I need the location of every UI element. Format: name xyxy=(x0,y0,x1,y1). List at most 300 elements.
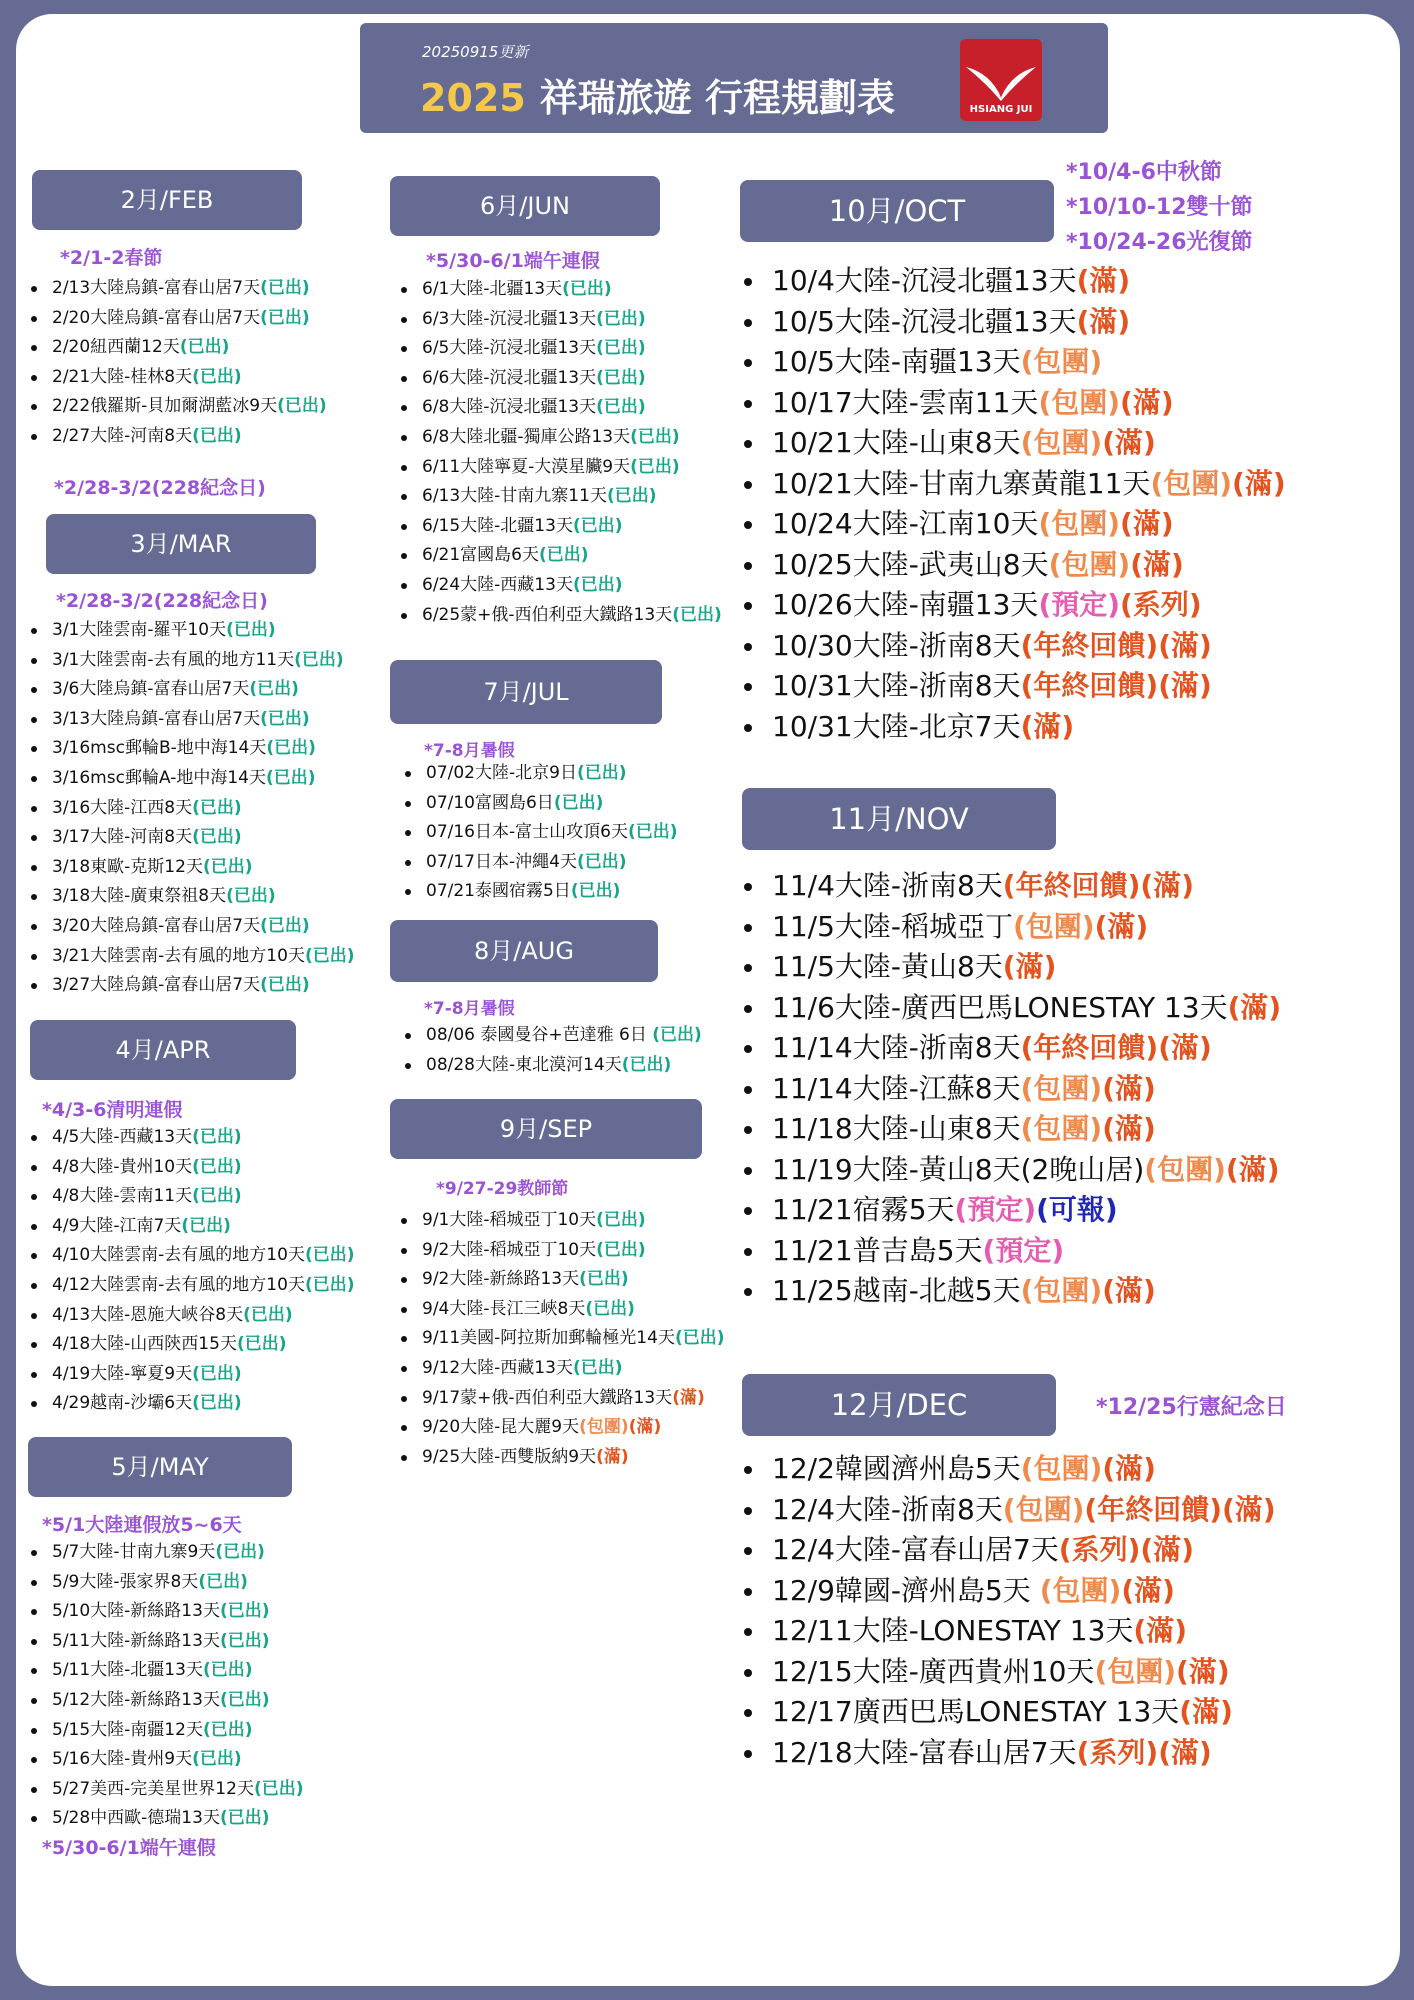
tour-status: (已出) xyxy=(674,1328,725,1349)
tour-item xyxy=(740,1530,1276,1571)
tour-name: 10/21大陸-山東8天 xyxy=(772,426,1021,459)
tour-status: (滿) xyxy=(1102,1112,1156,1145)
tour-name: 3/20大陸烏鎮-富春山居7天 xyxy=(52,915,261,936)
tour-status: (滿) xyxy=(1076,304,1131,338)
tour-name: 4/8大陸-貴州10天 xyxy=(52,1156,193,1177)
tour-status: (滿) xyxy=(1120,507,1174,540)
tour-status: (包團) xyxy=(1150,466,1233,500)
tour-name: 11/18大陸-山東8天 xyxy=(772,1112,1021,1145)
tour-name: 9/1大陸-稻城亞丁10天 xyxy=(422,1210,597,1230)
tour-name: 10/4大陸-沉浸北疆13天 xyxy=(772,264,1077,297)
tour-item xyxy=(28,1656,304,1686)
tour-item xyxy=(28,1686,304,1716)
tour-item xyxy=(740,585,1286,626)
tour-status: (預定) xyxy=(982,1233,1065,1267)
tour-name: 5/10大陸-新絲路13天 xyxy=(52,1601,220,1622)
tour-status: (已出) xyxy=(630,426,680,447)
tour-name: 12/2韓國濟州島5天 xyxy=(772,1452,1021,1485)
month-list xyxy=(28,1538,304,1834)
tour-name: 6/24大陸-西藏13天 xyxy=(422,574,573,595)
tour-status: (已出) xyxy=(192,1156,242,1177)
tour-item xyxy=(740,261,1286,302)
tour-status: (滿) xyxy=(1158,1735,1212,1769)
tour-name: 12/9韓國-濟州島5天 xyxy=(772,1573,1040,1607)
tour-status: (包團) xyxy=(1038,385,1121,419)
month-list xyxy=(402,1021,702,1080)
holiday-note: *7-8月暑假 xyxy=(424,741,515,761)
tour-status: (滿) xyxy=(672,1387,705,1408)
tour-item xyxy=(740,1571,1276,1612)
tour-status: (已出) xyxy=(192,1127,242,1147)
tour-item xyxy=(28,363,327,393)
tour-item xyxy=(28,912,355,942)
title-year: 2025 xyxy=(420,76,526,120)
tour-item xyxy=(402,1051,702,1081)
tour-status: (可報) xyxy=(1036,1193,1118,1226)
tour-name: 3/21大陸雲南-去有風的地方10天 xyxy=(52,945,305,966)
tour-status: (已出) xyxy=(198,1571,248,1592)
tour-name: 9/2大陸-新絲路13天 xyxy=(422,1269,580,1290)
tour-item xyxy=(28,1568,304,1598)
tour-status: (已出) xyxy=(192,366,242,387)
tour-name: 11/21宿霧5天 xyxy=(772,1193,955,1226)
tour-item xyxy=(740,1271,1281,1312)
tour-item xyxy=(28,1775,304,1805)
tour-name: 12/4大陸-富春山居7天 xyxy=(772,1533,1059,1566)
tour-item xyxy=(740,1028,1281,1069)
tour-status: (已出) xyxy=(253,1778,304,1799)
tour-name: 6/8大陸-沉浸北疆13天 xyxy=(422,397,597,418)
tour-item xyxy=(28,1241,355,1271)
tour-name: 3/18東歐-克斯12天 xyxy=(52,856,203,877)
tour-name: 4/13大陸-恩施大峽谷8天 xyxy=(52,1304,244,1325)
tour-status: (已出) xyxy=(260,708,310,729)
tour-item xyxy=(398,275,722,305)
holiday-note: *7-8月暑假 xyxy=(424,999,515,1019)
tour-item xyxy=(398,1413,725,1443)
tour-name: 4/9大陸-江南7天 xyxy=(52,1215,182,1236)
tour-status: (已出) xyxy=(192,797,242,818)
tour-status: (已出) xyxy=(260,278,310,298)
tour-name: 2/27大陸-河南8天 xyxy=(52,425,193,446)
tour-name: 2/22俄羅斯-貝加爾湖藍冰9天 xyxy=(52,396,278,417)
tour-name: 4/10大陸雲南-去有風的地方10天 xyxy=(52,1245,305,1266)
tour-status: (年終回饋) xyxy=(1002,869,1141,902)
tour-status: (年終回饋) xyxy=(1020,628,1159,662)
holiday-note: *10/24-26光復節 xyxy=(1066,230,1253,255)
tour-status: (滿) xyxy=(1120,385,1174,419)
tour-name: 10/5大陸-南疆13天 xyxy=(772,345,1021,378)
tour-item xyxy=(740,1611,1276,1652)
tour-name: 4/18大陸-山西陝西15天 xyxy=(52,1334,237,1355)
tour-status: (滿) xyxy=(1158,628,1212,662)
tour-name: 2/20大陸烏鎮-富春山居7天 xyxy=(52,307,261,328)
holiday-note: *5/30-6/1端午連假 xyxy=(426,250,600,272)
tour-status: (已出) xyxy=(219,1689,270,1710)
month-list xyxy=(740,261,1286,747)
month-header-mar: 3月/MAR xyxy=(46,514,316,574)
tour-item xyxy=(740,866,1281,907)
tour-status: (滿) xyxy=(1102,1452,1156,1485)
holiday-note: *2/1-2春節 xyxy=(60,247,163,269)
tour-item xyxy=(740,464,1286,505)
tour-item xyxy=(740,1449,1276,1490)
tour-status: (已出) xyxy=(294,649,344,670)
tour-status: (已出) xyxy=(579,1269,629,1290)
tour-item xyxy=(28,734,355,764)
tour-item xyxy=(402,848,678,878)
tour-status: (滿) xyxy=(1158,1031,1212,1064)
tour-name: 11/14大陸-江蘇8天 xyxy=(772,1071,1021,1105)
month-list xyxy=(398,1206,725,1472)
tour-status: (年終回饋) xyxy=(1020,1031,1159,1064)
tour-status: (已出) xyxy=(202,856,253,877)
tour-status: (包團) xyxy=(1048,547,1131,581)
tour-item xyxy=(28,1538,304,1568)
tour-status: (已出) xyxy=(672,604,722,625)
tour-status: (包團) xyxy=(1020,1071,1103,1105)
tour-item xyxy=(740,1069,1281,1110)
tour-status: (已出) xyxy=(596,338,646,359)
tour-item xyxy=(740,907,1281,948)
tour-item xyxy=(398,512,722,542)
tour-status: (已出) xyxy=(219,1808,270,1829)
tour-name: 5/11大陸-北疆13天 xyxy=(52,1660,203,1681)
tour-item xyxy=(398,305,722,335)
tour-name: 3/6大陸烏鎮-富春山居7天 xyxy=(52,679,250,700)
tour-item xyxy=(28,646,355,676)
tour-name: 3/1大陸雲南-羅平10天 xyxy=(52,620,227,640)
tour-name: 10/25大陸-武夷山8天 xyxy=(772,547,1049,581)
tour-name: 11/5大陸-稻城亞丁 xyxy=(772,909,1013,943)
tour-name: 6/6大陸-沉浸北疆13天 xyxy=(422,367,597,388)
tour-item xyxy=(28,1745,304,1775)
tour-status: (已出) xyxy=(304,945,355,966)
tour-item xyxy=(28,942,355,972)
tour-name: 10/31大陸-北京7天 xyxy=(772,709,1021,743)
tour-name: 9/17蒙+俄-西伯利亞大鐵路13天 xyxy=(422,1387,673,1408)
page-title xyxy=(420,67,895,122)
tour-status: (已出) xyxy=(192,425,242,446)
tour-status: (已出) xyxy=(539,545,589,566)
tour-name: 5/9大陸-張家界8天 xyxy=(52,1571,199,1592)
month-list xyxy=(28,1123,355,1419)
tour-name: 5/7大陸-甘南九寨9天 xyxy=(52,1542,216,1562)
tour-item xyxy=(740,1231,1281,1272)
tour-item xyxy=(740,302,1286,343)
tour-status: (已出) xyxy=(236,1334,287,1355)
tour-status: (包團) xyxy=(1020,1274,1103,1307)
tour-status: (滿) xyxy=(1222,1492,1276,1526)
tour-name: 2/13大陸烏鎮-富春山居7天 xyxy=(52,278,261,298)
tour-item xyxy=(402,759,678,789)
month-header-aug: 8月/AUG xyxy=(390,920,658,982)
tour-name: 9/25大陸-西雙版納9天 xyxy=(422,1446,597,1467)
tour-item xyxy=(28,1182,355,1212)
tour-status: (已出) xyxy=(260,915,310,936)
tour-item xyxy=(740,626,1286,667)
tour-status: (滿) xyxy=(628,1417,662,1438)
tour-status: (已出) xyxy=(570,881,621,902)
tour-name: 08/28大陸-東北漠河14天 xyxy=(426,1054,622,1075)
tour-status: (已出) xyxy=(304,1245,355,1266)
tour-status: (已出) xyxy=(265,767,316,788)
tour-item xyxy=(28,1627,304,1657)
tour-name: 3/17大陸-河南8天 xyxy=(52,827,193,848)
tour-status: (包團) xyxy=(579,1417,629,1438)
tour-name: 11/5大陸-黃山8天 xyxy=(772,950,1003,983)
tour-name: 6/1大陸-北疆13天 xyxy=(422,279,563,299)
month-header-apr: 4月/APR xyxy=(30,1020,296,1080)
tour-status: (系列) xyxy=(1076,1735,1159,1769)
tour-status: (包團) xyxy=(1144,1152,1226,1186)
tour-name: 10/21大陸-甘南九寨黃龍11天 xyxy=(772,466,1151,500)
tour-name: 9/2大陸-稻城亞丁10天 xyxy=(422,1239,597,1260)
tour-name: 12/11大陸-LONESTAY 13天 xyxy=(772,1614,1134,1647)
tour-name: 10/30大陸-浙南8天 xyxy=(772,628,1021,662)
holiday-note: *10/10-12雙十節 xyxy=(1066,195,1253,220)
tour-status: (已出) xyxy=(596,1210,646,1230)
tour-status: (已出) xyxy=(572,515,623,536)
tour-status: (滿) xyxy=(1102,426,1156,459)
holiday-note: *5/30-6/1端午連假 xyxy=(42,1837,216,1859)
month-header-oct: 10月/OCT xyxy=(740,180,1054,242)
tour-item xyxy=(740,666,1286,707)
tour-item xyxy=(28,616,355,646)
tour-status: (已出) xyxy=(266,738,316,759)
tour-item xyxy=(740,707,1286,748)
tour-status: (已出) xyxy=(606,486,657,507)
tour-status: (滿) xyxy=(1133,1614,1187,1647)
tour-item xyxy=(740,988,1281,1029)
tour-name: 4/8大陸-雲南11天 xyxy=(52,1186,193,1207)
tour-status: (滿) xyxy=(1121,1573,1175,1607)
tour-item xyxy=(28,1153,355,1183)
tour-status: (已出) xyxy=(226,620,276,640)
tour-name: 3/16msc郵輪B-地中海14天 xyxy=(52,738,267,759)
tour-status: (滿) xyxy=(1158,669,1212,702)
tour-status: (已出) xyxy=(219,1601,270,1622)
tour-name: 6/13大陸-甘南九寨11天 xyxy=(422,486,607,507)
tour-name: 10/31大陸-浙南8天 xyxy=(772,669,1021,702)
update-date: 20250915更新 xyxy=(422,43,529,61)
tour-item xyxy=(398,1206,725,1236)
tour-item xyxy=(740,545,1286,586)
tour-item xyxy=(28,1804,304,1834)
tour-item xyxy=(28,422,327,452)
tour-item xyxy=(398,453,722,483)
tour-name: 9/4大陸-長江三峽8天 xyxy=(422,1298,586,1319)
tour-status: (已出) xyxy=(572,574,623,595)
tour-name: 5/28中西歐-德瑞13天 xyxy=(52,1808,220,1829)
tour-item xyxy=(28,1360,355,1390)
tour-item xyxy=(398,1236,725,1266)
tour-name: 5/27美西-完美星世界12天 xyxy=(52,1778,254,1799)
tour-status: (包團) xyxy=(1012,909,1095,943)
tour-name: 6/21富國島6天 xyxy=(422,545,539,566)
tour-status: (已出) xyxy=(192,1363,242,1384)
tour-item xyxy=(28,274,327,304)
tour-item xyxy=(398,364,722,394)
tour-status: (已出) xyxy=(630,456,680,477)
tour-name: 6/8大陸北疆-獨庫公路13天 xyxy=(422,426,631,447)
tour-name: 10/17大陸-雲南11天 xyxy=(772,385,1039,419)
tour-status: (已出) xyxy=(562,279,612,299)
tour-name: 10/24大陸-江南10天 xyxy=(772,507,1039,540)
tour-status: (滿) xyxy=(1140,1533,1195,1566)
tour-item xyxy=(398,571,722,601)
tour-status: (包團) xyxy=(1020,345,1103,378)
tour-item xyxy=(398,334,722,364)
tour-item xyxy=(398,1443,725,1473)
tour-item xyxy=(740,423,1286,464)
wing-icon xyxy=(960,63,1042,103)
tour-name: 4/12大陸雲南-去有風的地方10天 xyxy=(52,1274,305,1295)
tour-status: (滿) xyxy=(1176,1654,1230,1688)
month-header-jul: 7月/JUL xyxy=(390,660,662,724)
month-list xyxy=(28,274,327,452)
tour-item xyxy=(398,482,722,512)
tour-status: (已出) xyxy=(621,1054,672,1075)
tour-name: 12/4大陸-浙南8天 xyxy=(772,1492,1003,1526)
tour-status: (已出) xyxy=(652,1025,702,1045)
tour-name: 5/15大陸-南疆12天 xyxy=(52,1719,203,1740)
tour-status: (已出) xyxy=(585,1298,635,1319)
tour-name: 07/02大陸-北京9日 xyxy=(426,763,577,783)
tour-name: 11/6大陸-廣西巴馬LONESTAY 13天 xyxy=(772,990,1228,1024)
tour-status: (已出) xyxy=(596,367,646,388)
tour-item xyxy=(28,1389,355,1419)
tour-status: (包團) xyxy=(1020,426,1103,459)
tour-name: 12/15大陸-廣西貴州10天 xyxy=(772,1654,1095,1688)
tour-status: (滿) xyxy=(1232,466,1286,500)
tour-status: (已出) xyxy=(576,763,627,783)
title-text: 祥瑞旅遊 行程規劃表 xyxy=(539,76,895,120)
tour-item xyxy=(28,675,355,705)
tour-item xyxy=(28,1271,355,1301)
month-list xyxy=(398,275,722,630)
tour-item xyxy=(398,1354,725,1384)
holiday-note: *12/25行憲紀念日 xyxy=(1096,1395,1287,1420)
tour-status: (已出) xyxy=(192,1393,242,1414)
tour-status: (預定) xyxy=(1038,588,1121,621)
tour-status: (已出) xyxy=(181,1215,231,1236)
holiday-note: *2/28-3/2(228紀念日) xyxy=(56,590,268,612)
tour-name: 11/19大陸-黃山8天(2晚山居) xyxy=(772,1152,1145,1186)
tour-name: 9/12大陸-西藏13天 xyxy=(422,1357,573,1378)
tour-item xyxy=(398,1384,725,1414)
month-list xyxy=(740,1449,1276,1773)
tour-status: (已出) xyxy=(202,1660,253,1681)
tour-status: (滿) xyxy=(1020,709,1075,743)
month-header-dec: 12月/DEC xyxy=(742,1374,1056,1436)
tour-name: 11/4大陸-浙南8天 xyxy=(772,869,1003,902)
tour-status: (已出) xyxy=(260,307,310,328)
tour-name: 07/10富國島6日 xyxy=(426,792,554,813)
tour-status: (包團) xyxy=(1094,1654,1177,1688)
tour-name: 4/29越南-沙壩6天 xyxy=(52,1393,193,1414)
tour-name: 07/17日本-沖繩4天 xyxy=(426,851,577,872)
tour-status: (已出) xyxy=(627,822,678,843)
tour-status: (年終回饋) xyxy=(1084,1492,1223,1526)
tour-status: (年終回饋) xyxy=(1020,669,1159,702)
tour-item xyxy=(28,1212,355,1242)
tour-name: 5/16大陸-貴州9天 xyxy=(52,1749,193,1770)
tour-status: (滿) xyxy=(1179,1695,1233,1728)
month-list xyxy=(740,866,1281,1312)
tour-name: 2/21大陸-桂林8天 xyxy=(52,366,193,387)
tour-status: (已出) xyxy=(179,337,230,358)
tour-item xyxy=(28,882,355,912)
tour-status: (已出) xyxy=(553,792,604,813)
tour-status: (已出) xyxy=(576,851,627,872)
tour-name: 3/16msc郵輪A-地中海14天 xyxy=(52,767,266,788)
tour-name: 6/11大陸寧夏-大漠星臟9天 xyxy=(422,456,631,477)
tour-name: 12/17廣西巴馬LONESTAY 13天 xyxy=(772,1695,1180,1728)
tour-item xyxy=(28,1330,355,1360)
tour-status: (滿) xyxy=(1140,869,1195,902)
tour-status: (已出) xyxy=(304,1274,355,1295)
tour-item xyxy=(28,1123,355,1153)
tour-name: 6/3大陸-沉浸北疆13天 xyxy=(422,308,597,329)
tour-status: (已出) xyxy=(596,397,646,418)
tour-item xyxy=(398,1295,725,1325)
tour-status: (已出) xyxy=(202,1719,253,1740)
tour-item xyxy=(28,392,327,422)
tour-item xyxy=(398,423,722,453)
tour-name: 6/15大陸-北疆13天 xyxy=(422,515,573,536)
tour-item xyxy=(740,1692,1276,1733)
tour-item xyxy=(740,1490,1276,1531)
tour-status: (滿) xyxy=(1102,1071,1156,1105)
tour-name: 6/5大陸-沉浸北疆13天 xyxy=(422,338,597,359)
tour-item xyxy=(398,393,722,423)
tour-item xyxy=(28,333,327,363)
tour-item xyxy=(28,971,355,1001)
tour-item xyxy=(740,1190,1281,1231)
tour-item xyxy=(398,1265,725,1295)
tour-item xyxy=(740,342,1286,383)
tour-status: (已出) xyxy=(277,396,327,417)
tour-status: (預定) xyxy=(954,1193,1037,1226)
tour-status: (已出) xyxy=(215,1542,265,1562)
tour-item xyxy=(740,1109,1281,1150)
tour-status: (滿) xyxy=(596,1446,629,1467)
tour-name: 11/14大陸-浙南8天 xyxy=(772,1031,1021,1064)
tour-status: (包團) xyxy=(1039,1573,1122,1607)
month-header-may: 5月/MAY xyxy=(28,1437,292,1497)
tour-name: 5/12大陸-新絲路13天 xyxy=(52,1689,220,1710)
tour-name: 11/21普吉島5天 xyxy=(772,1233,983,1267)
tour-item xyxy=(402,877,678,907)
tour-item xyxy=(740,947,1281,988)
hsiang-jui-logo xyxy=(960,39,1042,121)
tour-status: (包團) xyxy=(1002,1492,1085,1526)
tour-item xyxy=(28,853,355,883)
tour-item xyxy=(28,304,327,334)
tour-item xyxy=(740,1150,1281,1191)
tour-item xyxy=(740,1652,1276,1693)
tour-status: (已出) xyxy=(192,827,242,848)
tour-item xyxy=(402,1021,702,1051)
tour-name: 3/16大陸-江西8天 xyxy=(52,797,193,818)
tour-item xyxy=(28,794,355,824)
tour-name: 9/11美國-阿拉斯加郵輪極光14天 xyxy=(422,1328,675,1349)
tour-status: (系列) xyxy=(1058,1533,1141,1566)
tour-status: (滿) xyxy=(1002,950,1057,983)
holiday-note: *10/4-6中秋節 xyxy=(1066,160,1222,185)
tour-status: (系列) xyxy=(1120,588,1202,621)
